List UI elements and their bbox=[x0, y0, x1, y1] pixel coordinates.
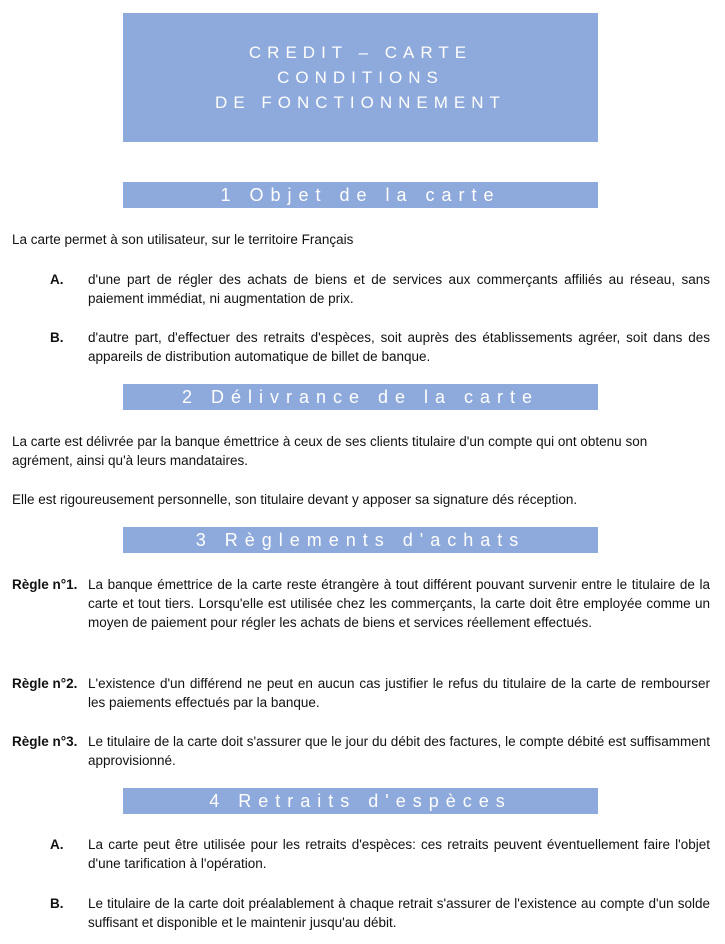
section-1-intro: La carte permet à son utilisateur, sur le territoire Français bbox=[12, 232, 354, 247]
rule-label: Règle n°1. bbox=[12, 577, 78, 592]
item-text: d'autre part, d'effectuer des retraits d'espèces, soit auprès des établissements agréer, soit dans des appareils de distribution automatique de billet de banque. bbox=[88, 330, 710, 364]
section-1-item-a bbox=[12, 270, 710, 308]
rule-text: Le titulaire de la carte doit s'assurer que le jour du débit des factures, le compte débité est suffisamment approvisionné. bbox=[88, 734, 710, 768]
item-label: B. bbox=[50, 330, 64, 345]
title-line-1: CREDIT – CARTE bbox=[248, 43, 473, 62]
item-label: A. bbox=[50, 837, 64, 852]
rule-text: L'existence d'un différend ne peut en aucun cas justifier le refus du titulaire de la carte de rembourser les paiements effectués par la banque. bbox=[88, 676, 710, 710]
rule-label: Règle n°3. bbox=[12, 734, 78, 749]
item-text: La carte peut être utilisée pour les retraits d'espèces: ces retraits peuvent éventuellement faire l'objet d'une tarification à l'opération. bbox=[88, 837, 710, 871]
section-3-heading: 3 Règlements d'achats bbox=[123, 527, 598, 553]
document-title bbox=[123, 13, 598, 142]
item-label: A. bbox=[50, 272, 64, 287]
section-4-item-a bbox=[12, 835, 710, 873]
rule-text: La banque émettrice de la carte reste étrangère à tout différent pouvant survenir entre le titulaire de la carte et tout tiers. Lorsqu'elle est utilisée chez les commerçants, la carte doit être employée comme un moyen de paiement pour régler les achats de biens et services réellement effectués. bbox=[88, 577, 710, 630]
section-2-paragraph-2: Elle est rigoureusement personnelle, son titulaire devant y apposer sa signature dés réception. bbox=[12, 492, 578, 507]
section-4-item-b bbox=[12, 894, 710, 932]
section-2-heading: 2 Délivrance de la carte bbox=[123, 384, 598, 410]
item-label: B. bbox=[50, 896, 64, 911]
section-3-rule-2 bbox=[12, 674, 710, 712]
section-3-rule-1 bbox=[12, 575, 710, 632]
item-text: d'une part de régler des achats de biens et de services aux commerçants affiliés au réseau, sans paiement immédiat, ni augmentation de prix. bbox=[88, 272, 710, 306]
section-2-paragraph-1: La carte est délivrée par la banque émettrice à ceux de ses clients titulaire d'un compte qui ont obtenu son agrément, ainsi qu'à leurs mandataires. bbox=[12, 434, 648, 468]
title-line-2: CONDITIONS bbox=[277, 68, 444, 87]
section-1-heading: 1 Objet de la carte bbox=[123, 182, 598, 208]
section-4-heading: 4 Retraits d'espèces bbox=[123, 788, 598, 814]
rule-label: Règle n°2. bbox=[12, 676, 78, 691]
section-1-item-b bbox=[12, 328, 710, 366]
section-3-rule-3 bbox=[12, 732, 710, 770]
item-text: Le titulaire de la carte doit préalablement à chaque retrait s'assurer de l'existence au compte d'un solde suffisant et disponible et le maintenir jusqu'au débit. bbox=[88, 896, 710, 930]
title-line-3: DE FONCTIONNEMENT bbox=[215, 93, 506, 112]
